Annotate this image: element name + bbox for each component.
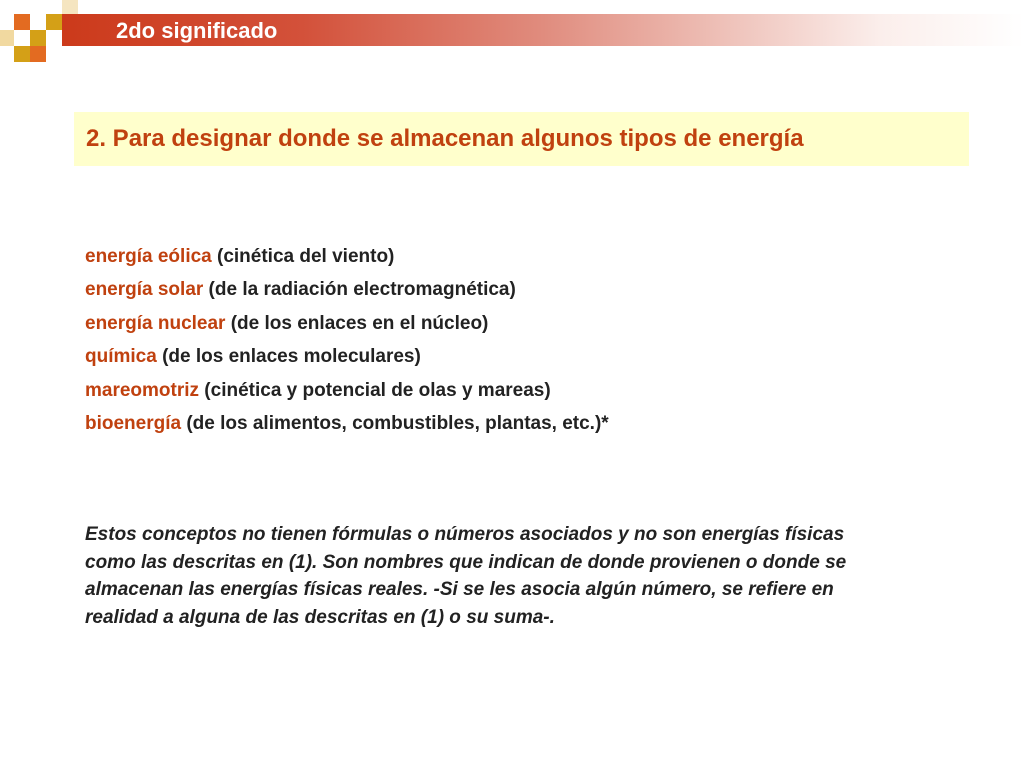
list-item [85,407,609,440]
slide-header-title: 2do significado [116,18,278,43]
decorative-square [14,14,30,30]
list-item [85,240,609,273]
list-item [85,307,609,340]
decorative-square [46,14,62,30]
decorative-square [14,46,30,62]
energy-term: energía solar [85,279,204,301]
energy-description: (de los enlaces en el núcleo) [225,312,489,334]
decorative-square [62,0,78,14]
energy-term: energía nuclear [85,312,226,334]
subtitle-box [74,112,969,166]
decorative-square [0,30,14,46]
list-item [85,273,609,306]
energy-description: (de los enlaces moleculares) [156,346,421,368]
energy-term: mareomotriz [85,379,200,401]
energy-description: (cinética del viento) [211,246,395,267]
explanatory-note: Estos conceptos no tienen fórmulas o números asociados y no son energías físicas como las descritas en (1). Son nombres que indican de donde provienen o donde se almacenan las energías físicas reales. -Si se les asocia algún número, se refiere en realidad a alguna de las descritas en (1) o su suma-. [85,524,847,628]
list-item [85,374,609,407]
energy-description: (de los alimentos, combustibles, plantas, etc.)* [181,413,609,435]
energy-list [85,240,609,440]
energy-term: química [85,346,157,368]
list-item [85,340,609,373]
energy-term: bioenergía [85,413,182,435]
slide-subtitle: 2. Para designar donde se almacenan algunos tipos de energía [86,125,804,152]
energy-term: energía eólica [85,246,212,267]
energy-description: (cinética y potencial de olas y mareas) [199,379,551,401]
energy-description: (de la radiación electromagnética) [203,279,516,301]
decorative-square [30,30,46,46]
decorative-square [30,46,46,62]
